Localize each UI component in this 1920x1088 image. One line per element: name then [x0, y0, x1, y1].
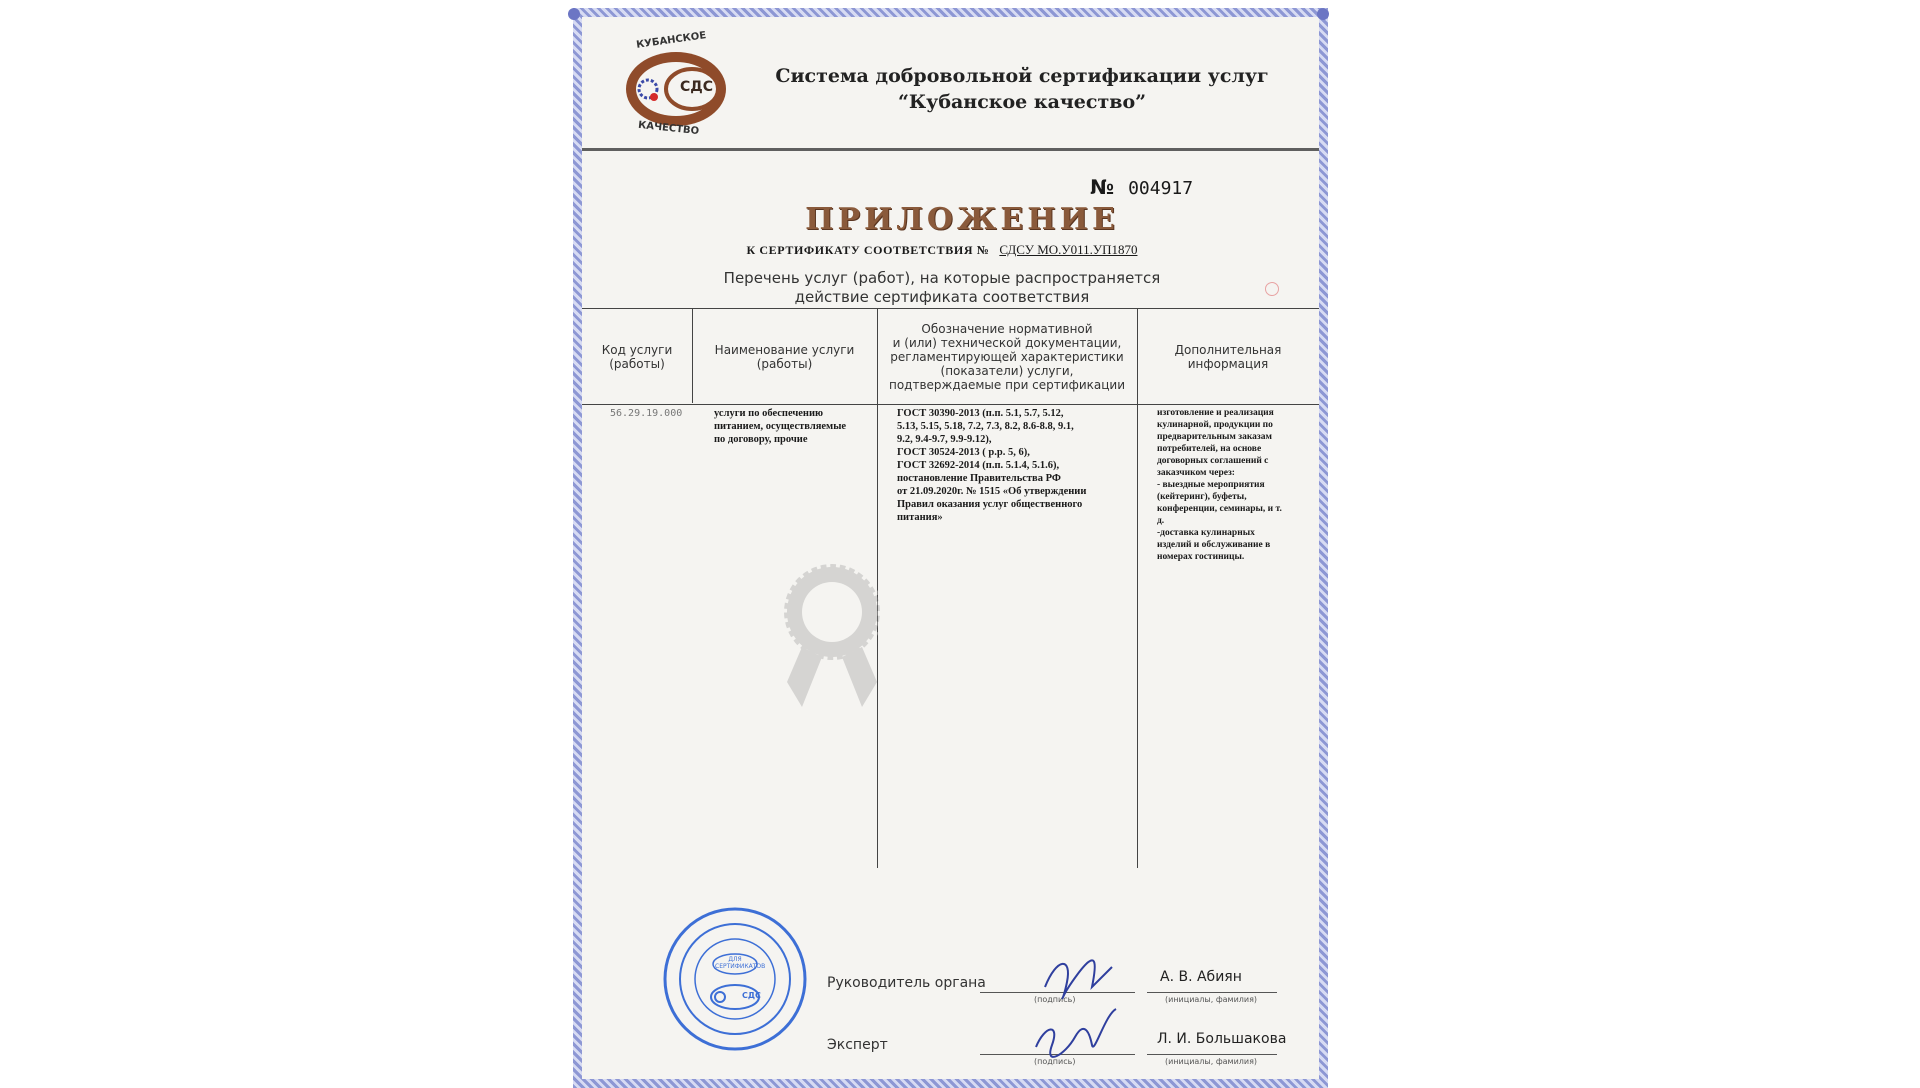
corner-ornament: [568, 8, 580, 20]
red-stamp-mark: [1265, 282, 1279, 296]
rosette-watermark-icon: [772, 557, 892, 707]
head-of-body-label: Руководитель органа: [827, 975, 986, 991]
certificate-appendix-page: [573, 8, 1328, 1088]
expert-initials-hint: (инициалы, фамилия): [1165, 1057, 1258, 1066]
document-title: ПРИЛОЖЕНИЕ: [805, 202, 1119, 237]
header-normative-docs: Обозначение нормативной и (или) технической документации, регламентирующей характеристики (показатели) услуги, подтверждаемые при сертификации: [888, 321, 1125, 392]
expert-handwritten-signature: [1030, 1005, 1120, 1065]
number-symbol: №: [1090, 175, 1115, 199]
number-value: 004917: [1128, 178, 1194, 199]
table-column-divider: [692, 308, 693, 403]
expert-name: Л. И. Большакова: [1157, 1031, 1287, 1047]
subtitle-line1: Перечень услуг (работ), на которые распространяется: [723, 269, 1161, 287]
row-additional-info: изготовление и реализация кулинарной, продукции по предварительным заказам потребителей, на основе договорных соглашений с заказчиком через: - выездные мероприятия (кейтеринг), буфеты, конференции, семинары, и т. д. -доставка кулинарных изделий и обслуживание в номерах гостиницы.: [1157, 408, 1282, 562]
certificate-reference-label: К СЕРТИФИКАТУ СООТВЕТСТВИЯ №: [746, 243, 990, 257]
header-additional-info: Дополнительная информация: [1174, 342, 1282, 371]
row-service-code: 56.29.19.000: [610, 408, 683, 419]
subtitle-line2: действие сертификата соответствия: [794, 288, 1090, 306]
head-name-line: [1147, 992, 1277, 993]
system-title-line1: Система добровольной сертификации услуг: [775, 65, 1269, 87]
certificate-reference: [642, 242, 1242, 258]
head-signature-hint: (подпись): [1034, 995, 1076, 1004]
certificate-reference-value: СДСУ МО.У011.УП1870: [999, 242, 1138, 257]
document-number: [1090, 175, 1193, 199]
head-handwritten-signature: [1037, 947, 1117, 1007]
row-normative-docs: ГОСТ 30390-2013 (п.п. 5.1, 5.7, 5.12, 5.13, 5.15, 5.18, 7.2, 7.3, 8.2, 8.6-8.8, 9.1, 9.2, 9.4-9.7, 9.9-9.12), ГОСТ 30524-2013 ( р.р. 5, 6), ГОСТ 32692-2014 (п.п. 5.1.4, 5.1.6), постановление Правительства РФ от 21.09.2020г. № 1515 «Об утверждении Правил оказания услуг общественного питания»: [897, 408, 1087, 523]
header-code: Код услуги (работы): [601, 342, 673, 371]
system-title: [762, 63, 1282, 115]
corner-ornament: [1317, 8, 1329, 20]
logo-center-text: СДС: [680, 79, 714, 95]
head-name: А. В. Абиян: [1160, 969, 1242, 985]
row-service-name: услуги по обеспечению питанием, осуществляемые по договору, прочие: [714, 408, 847, 445]
services-list-subtitle: [692, 269, 1192, 307]
seal-center-text: ДЛЯ СЕРТИФИКАТОВ: [715, 956, 766, 970]
seal-logo-text: СДС: [742, 991, 761, 1000]
expert-label: Эксперт: [827, 1037, 888, 1053]
certification-seal-stamp: [660, 904, 810, 1054]
expert-signature-hint: (подпись): [1034, 1057, 1076, 1066]
table-column-divider: [1137, 308, 1138, 868]
header-service-name: Наименование услуги (работы): [714, 342, 855, 371]
header-divider: [582, 148, 1319, 151]
logo-bottom-text: КАЧЕСТВО: [637, 119, 700, 138]
system-title-line2: “Кубанское качество”: [897, 91, 1147, 113]
head-initials-hint: (инициалы, фамилия): [1165, 995, 1258, 1004]
expert-name-line: [1147, 1054, 1277, 1055]
logo-top-text: КУБАНСКОЕ: [635, 30, 707, 51]
